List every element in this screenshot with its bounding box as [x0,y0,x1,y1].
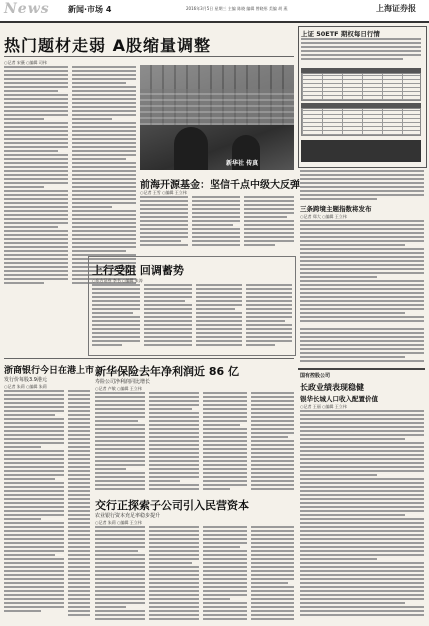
bocom-col3 [203,526,247,622]
paper-name: 上海证券报 [376,3,416,13]
option-quotes-banner [301,140,421,162]
changjiang-title: 长政业绩表现稳健 [300,383,364,392]
option-quotes-title: 上证 50ETF 期权每日行情 [301,30,380,38]
xinhua-col3 [203,392,247,492]
sanchang-title: 三条跨境主题指数将发布 [300,205,372,213]
commentary-col4 [246,284,292,350]
qianhai-col1 [140,196,188,248]
lead-article-col1 [4,66,68,296]
option-quotes-table [301,68,421,136]
qianhai-col3 [244,196,294,248]
changjiang-label: 国有控股公司 [300,373,331,379]
qianhai-col2 [192,196,240,248]
photo-caption: 新华社 传真 [226,160,259,167]
sanchang-byline: ○记者 郑大 ○编辑 王立伟 [300,214,347,219]
commentary-col2 [144,284,192,350]
xinhua-col4 [251,392,294,492]
option-quotes-intro [301,38,421,66]
news-logo: News [4,1,50,17]
headline-rule [4,56,294,57]
bocom-subtitle: 农业银行资本充足率稳步提升 [95,513,161,519]
section-title: 新闻·市场 4 [68,5,112,14]
issue-meta: 2016年3月5日 星期三 主编 陈晓 编辑 曾晓彤 美编 胡 燕 [186,6,288,11]
changjiang-subtitle: 银华长城人口收入配置价值 [300,395,378,403]
qianhai-title: 前海开源基金：坚信千点中级大反弹 [140,180,300,191]
lead-byline: ○记者 宋薇 ○编辑 司伟 [4,60,47,65]
xinhua-col2 [149,392,199,492]
bocom-byline: ○记者 朱莉 ○编辑 王立伟 [95,520,142,525]
main-headline: 热门题材走弱 A股缩量调整 [4,36,211,55]
zheshang-byline: ○记者 朱莉 ○编辑 朱莉 [4,384,47,389]
right-col-lower [300,328,424,364]
commentary-byline: ○东方证券 李书 ○编辑 张涛 [92,278,143,283]
bocom-col1 [95,526,145,622]
xinhua-title: 新华保险去年净利润近 86 亿 [95,365,239,378]
section-divider [4,358,294,359]
zheshang-title: 浙商银行今日在港上市 [4,366,95,376]
bocom-title: 交行正探索子公司引入民营资本 [95,499,249,512]
xinhua-subtitle: 寿险公司净利润同比增长 [95,379,151,385]
xinhua-byline: ○记者 卢敏 ○编辑 王立伟 [95,386,142,391]
commentary-col1 [92,284,140,350]
changjiang-byline: ○记者 王丽 ○编辑 王立伟 [300,404,347,409]
zheshang-col2 [68,390,90,622]
changjiang-body [300,410,424,622]
bocom-col4 [251,526,294,622]
right-col-intro [300,170,424,200]
page-number: 4 [105,5,112,14]
qianhai-byline: ○记者 王雪 ○编辑 王立伟 [140,190,187,195]
sanchang-body [300,220,424,324]
zheshang-subtitle: 发行价每股3.9港元 [4,377,47,383]
trading-floor-photo [140,65,294,170]
commentary-col3 [196,284,242,350]
bocom-col2 [149,526,199,622]
commentary-title: 上行受阻 回调蓄势 [92,264,184,277]
zheshang-col1 [4,390,64,622]
xinhua-col1 [95,392,145,492]
